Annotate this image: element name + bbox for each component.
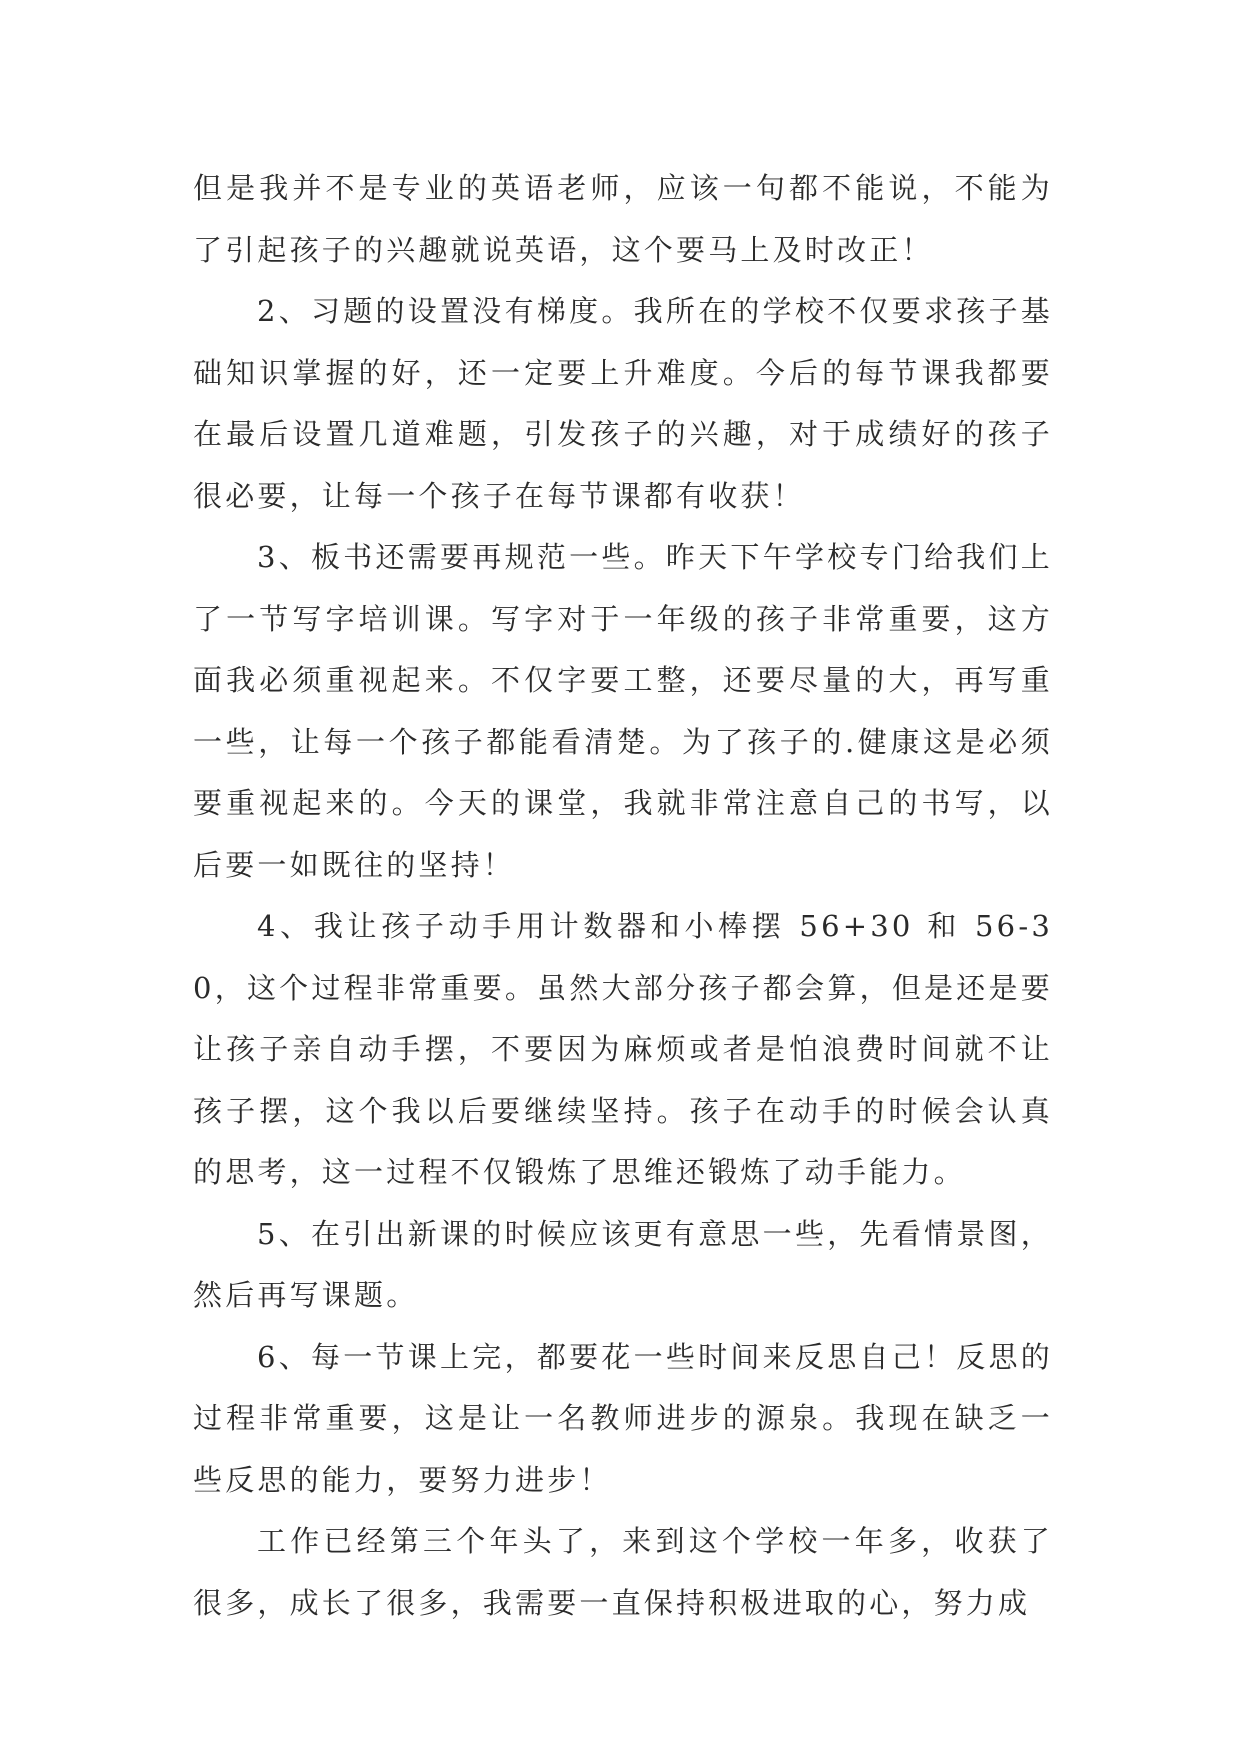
paragraph-item-3: 3、板书还需要再规范一些。昨天下午学校专门给我们上了一节写字培训课。写字对于一年级的孩子非常重要，这方面我必须重视起来。不仅字要工整，还要尽量的大，再写重一些，让每一个孩子都能看清楚。为了孩子的.健康这是必须要重视起来的。今天的课堂，我就非常注意自己的书写，以后要一如既往的坚持！ [193, 540, 1053, 882]
paragraph-continuation: 但是我并不是专业的英语老师，应该一句都不能说，不能为了引起孩子的兴趣就说英语，这个要马上及时改正！ [193, 171, 1053, 267]
paragraph-item-5: 5、在引出新课的时候应该更有意思一些，先看情景图，然后再写课题。 [193, 1216, 1053, 1312]
paragraph-closing: 工作已经第三个年头了，来到这个学校一年多，收获了很多，成长了很多，我需要一直保持积极进取的心，努力成 [193, 1524, 1053, 1620]
document-body [193, 158, 1053, 1634]
paragraph-item-2: 2、习题的设置没有梯度。我所在的学校不仅要求孩子基础知识掌握的好，还一定要上升难度。今后的每节课我都要在最后设置几道难题，引发孩子的兴趣，对于成绩好的孩子很必要，让每一个孩子在每节课都有收获！ [193, 294, 1053, 513]
paragraph-item-4: 4、我让孩子动手用计数器和小棒摆 56+30 和 56-30，这个过程非常重要。虽然大部分孩子都会算，但是还是要让孩子亲自动手摆，不要因为麻烦或者是怕浪费时间就不让孩子摆，这个我以后要继续坚持。孩子在动手的时候会认真的思考，这一过程不仅锻炼了思维还锻炼了动手能力。 [193, 909, 1053, 1189]
paragraph-item-6: 6、每一节课上完，都要花一些时间来反思自己！反思的过程非常重要，这是让一名教师进步的源泉。我现在缺乏一些反思的能力，要努力进步！ [193, 1339, 1053, 1497]
